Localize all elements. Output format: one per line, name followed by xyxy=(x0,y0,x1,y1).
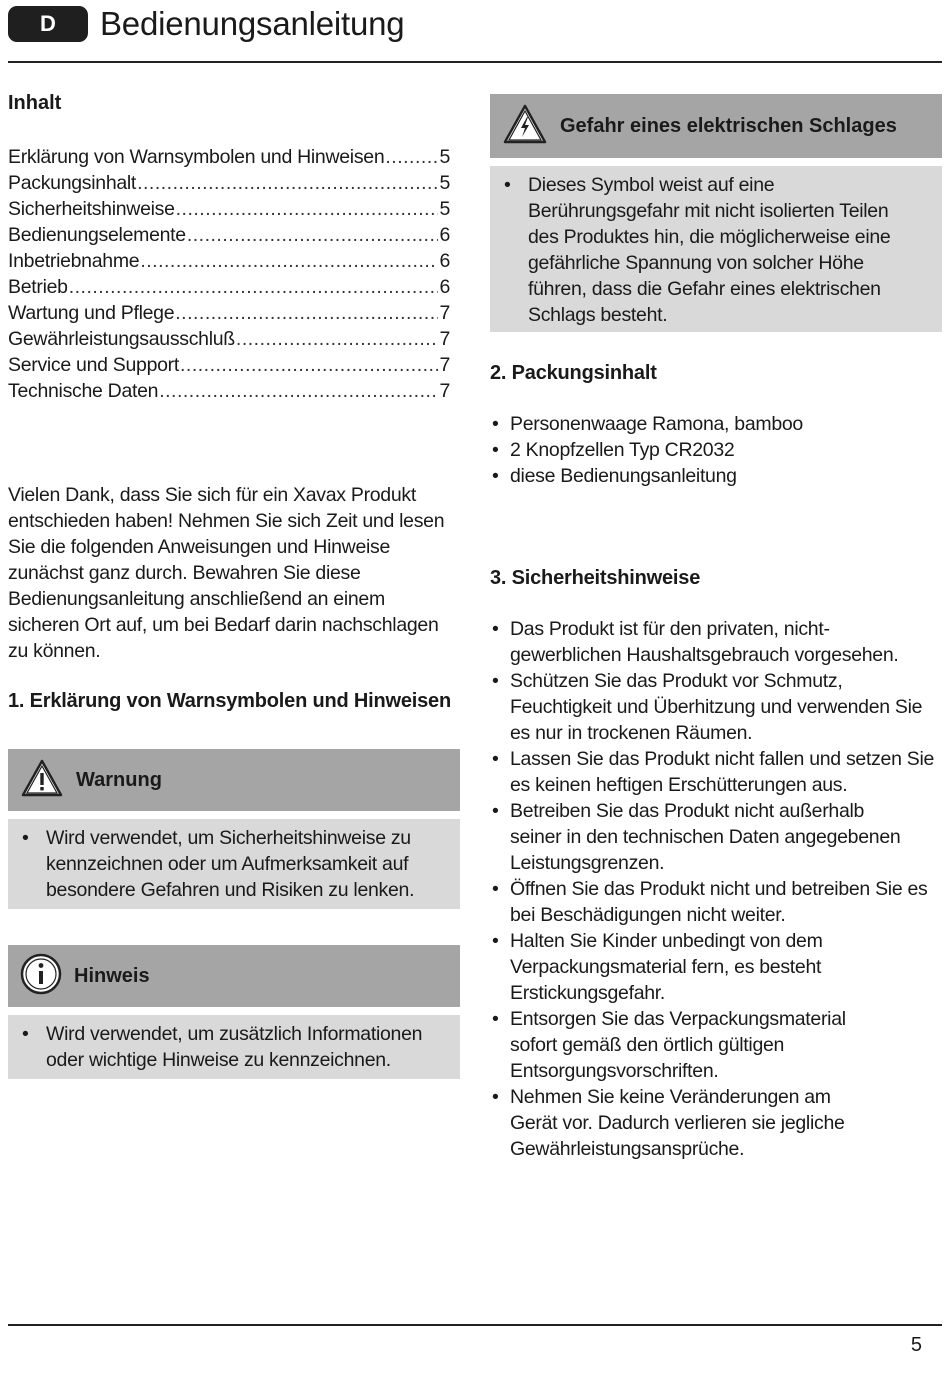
bullet-dot: • xyxy=(492,439,499,461)
toc-entry xyxy=(8,170,450,196)
note-box-body xyxy=(8,1015,460,1079)
list-item-line: es nur in trockenen Räumen. xyxy=(510,722,753,744)
toc-leader-dots xyxy=(69,274,439,300)
note-label: Hinweis xyxy=(74,964,150,987)
bullet-dot: • xyxy=(492,748,499,770)
bullet-dot: • xyxy=(492,1008,499,1030)
list-item-line: Entsorgen Sie das Verpackungsmaterial xyxy=(510,1008,846,1030)
toc-entry xyxy=(8,144,450,170)
intro-line: Sie die folgenden Anweisungen und Hinweise xyxy=(8,536,391,558)
toc-entry-title: Sicherheitshinweise xyxy=(8,198,175,220)
list-item-text xyxy=(510,1084,845,1162)
bullet-dot: • xyxy=(492,413,499,435)
toc-entry-page: 6 xyxy=(439,224,450,246)
list-item xyxy=(490,876,942,928)
list-item-text xyxy=(510,746,934,798)
toc-entry-page: 7 xyxy=(439,328,450,350)
toc-leader-dots xyxy=(187,222,439,248)
list-item-text xyxy=(510,928,823,1006)
left-column xyxy=(8,92,460,1079)
toc-entry xyxy=(8,248,450,274)
toc-entry-title: Service und Support xyxy=(8,354,179,376)
intro-line: zu können. xyxy=(8,640,101,662)
warning-triangle-icon xyxy=(20,758,64,803)
bullet-dot: • xyxy=(22,1023,29,1045)
intro-line: entschieden haben! Nehmen Sie sich Zeit und lesen xyxy=(8,510,445,532)
list-item-line: Erstickungsgefahr. xyxy=(510,982,666,1004)
bullet-dot: • xyxy=(492,878,499,900)
list-item-text xyxy=(510,463,737,489)
bullet-text xyxy=(46,1021,422,1073)
bullet-line: oder wichtige Hinweise zu kennzeichnen. xyxy=(46,1049,391,1071)
list-item-line: Öffnen Sie das Produkt nicht und betreiben Sie es xyxy=(510,878,928,900)
list-item-line: Entsorgungsvorschriften. xyxy=(510,1060,719,1082)
list-item xyxy=(490,463,942,489)
right-column xyxy=(490,94,942,1162)
bullet-line: besondere Gefahren und Risiken zu lenken. xyxy=(46,879,415,901)
bullet-dot: • xyxy=(492,800,499,822)
page-number: 5 xyxy=(910,1334,922,1356)
toc-entry-title: Wartung und Pflege xyxy=(8,302,175,324)
list-item-line: sofort gemäß den örtlich gültigen xyxy=(510,1034,785,1056)
toc-entry-page: 5 xyxy=(439,172,450,194)
toc-entry-title: Gewährleistungsausschluß xyxy=(8,328,235,350)
list-item-line: seiner in den technischen Daten angegebenen xyxy=(510,826,901,848)
toc-leader-dots xyxy=(180,352,438,378)
intro-line: zunächst ganz durch. Bewahren Sie diese xyxy=(8,562,361,584)
list-item xyxy=(490,746,942,798)
toc-entry xyxy=(8,300,450,326)
list-item-line: Nehmen Sie keine Veränderungen am xyxy=(510,1086,831,1108)
toc-leader-dots xyxy=(140,248,438,274)
toc-entry-page: 6 xyxy=(439,276,450,298)
toc-leader-dots xyxy=(137,170,438,196)
toc-leader-dots xyxy=(385,144,438,170)
list-item-text xyxy=(510,437,734,463)
list-item-line: Lassen Sie das Produkt nicht fallen und setzen Sie xyxy=(510,748,935,770)
list-item-text xyxy=(510,668,922,746)
list-item-line: Das Produkt ist für den privaten, nicht- xyxy=(510,618,830,640)
list-item-line: 2 Knopfzellen Typ CR2032 xyxy=(510,439,735,461)
list-item-line: Schützen Sie das Produkt vor Schmutz, xyxy=(510,670,843,692)
bullet-dot: • xyxy=(492,930,499,952)
page-header xyxy=(8,4,404,44)
warning-box-body xyxy=(8,819,460,909)
bullet-line: führen, dass die Gefahr eines elektrischen xyxy=(528,278,881,300)
toc-entry-title: Technische Daten xyxy=(8,380,159,402)
toc-entry-page: 7 xyxy=(439,380,450,402)
toc-leader-dots xyxy=(236,326,439,352)
bullet-line: Wird verwendet, um zusätzlich Informationen xyxy=(46,1023,423,1045)
toc-leader-dots xyxy=(159,378,438,404)
bullet-dot: • xyxy=(492,670,499,692)
toc-entry xyxy=(8,378,450,404)
list-item-line: gewerblichen Haushaltsgebrauch vorgesehen. xyxy=(510,644,899,666)
list-item xyxy=(490,928,942,1006)
list-item xyxy=(490,1084,942,1162)
table-of-contents xyxy=(8,144,450,404)
bullet-dot: • xyxy=(22,827,29,849)
toc-entry-title: Betrieb xyxy=(8,276,68,298)
bullet-dot: • xyxy=(492,1086,499,1108)
bullet-line: kennzeichnen oder um Aufmerksamkeit auf xyxy=(46,853,409,875)
bullet-text xyxy=(46,825,414,903)
toc-heading: Inhalt xyxy=(8,92,62,114)
toc-entry-page: 5 xyxy=(439,146,450,168)
list-item-line: Personenwaage Ramona, bamboo xyxy=(510,413,803,435)
bullet-item xyxy=(504,172,928,328)
bullet-line: Dieses Symbol weist auf eine xyxy=(528,174,775,196)
bullet-item xyxy=(22,1021,446,1073)
safety-list xyxy=(490,616,942,1162)
toc-entry-title: Erklärung von Warnsymbolen und Hinweisen xyxy=(8,146,385,168)
bullet-dot: • xyxy=(504,174,511,196)
electric-label: Gefahr eines elektrischen Schlages xyxy=(560,114,897,137)
toc-entry xyxy=(8,222,450,248)
list-item xyxy=(490,411,942,437)
electric-hazard-icon xyxy=(502,103,548,150)
list-item-line: Leistungsgrenzen. xyxy=(510,852,665,874)
section-2-heading: 2. Packungsinhalt xyxy=(490,362,657,384)
bullet-dot: • xyxy=(492,618,499,640)
list-item-line: Halten Sie Kinder unbedingt von dem xyxy=(510,930,823,952)
list-item-line: diese Bedienungsanleitung xyxy=(510,465,737,487)
bullet-text xyxy=(528,172,890,328)
toc-entry-title: Packungsinhalt xyxy=(8,172,137,194)
toc-entry xyxy=(8,352,450,378)
list-item-text xyxy=(510,798,900,876)
list-item-line: bei Beschädigungen nicht weiter. xyxy=(510,904,786,926)
list-item-line: es keinen heftigen Erschütterungen aus. xyxy=(510,774,848,796)
list-item-text xyxy=(510,616,899,668)
toc-entry-page: 5 xyxy=(439,198,450,220)
bullet-dot: • xyxy=(492,465,499,487)
list-item xyxy=(490,616,942,668)
list-item-line: Feuchtigkeit und Überhitzung und verwenden Sie xyxy=(510,696,923,718)
toc-entry-page: 7 xyxy=(439,354,450,376)
electric-box-body xyxy=(490,166,942,332)
footer-divider xyxy=(8,1324,942,1326)
list-item-line: Gerät vor. Dadurch verlieren sie jegliche xyxy=(510,1112,845,1134)
list-item-text xyxy=(510,411,803,437)
toc-entry-title: Inbetriebnahme xyxy=(8,250,140,272)
language-badge: D xyxy=(8,6,88,42)
bullet-line: Schlags besteht. xyxy=(528,304,668,326)
toc-entry xyxy=(8,196,450,222)
intro-line: sicheren Ort auf, um bei Bedarf darin nachschlagen xyxy=(8,614,439,636)
list-item-line: Gewährleistungsansprüche. xyxy=(510,1138,745,1160)
bullet-line: Wird verwendet, um Sicherheitshinweise zu xyxy=(46,827,411,849)
intro-line: Bedienungsanleitung anschließend an einem xyxy=(8,588,385,610)
header-divider xyxy=(8,61,942,63)
note-box-header xyxy=(8,945,460,1007)
section-1-heading: 1. Erklärung von Warnsymbolen und Hinweisen xyxy=(8,690,451,712)
list-item xyxy=(490,668,942,746)
list-item-text xyxy=(510,1006,846,1084)
bullet-line: gefährliche Spannung von solcher Höhe xyxy=(528,252,864,274)
list-item xyxy=(490,1006,942,1084)
list-item-line: Verpackungsmaterial fern, es besteht xyxy=(510,956,822,978)
document-title: Bedienungsanleitung xyxy=(100,5,405,42)
list-item xyxy=(490,798,942,876)
bullet-line: Berührungsgefahr mit nicht isolierten Teilen xyxy=(528,200,889,222)
electric-box-header xyxy=(490,94,942,158)
intro-paragraph xyxy=(8,482,460,664)
toc-entry xyxy=(8,326,450,352)
list-item-text xyxy=(510,876,927,928)
toc-entry-page: 6 xyxy=(439,250,450,272)
warning-box-header xyxy=(8,749,460,811)
bullet-line: des Produktes hin, die möglicherweise eine xyxy=(528,226,891,248)
section-3-heading: 3. Sicherheitshinweise xyxy=(490,567,701,589)
toc-entry xyxy=(8,274,450,300)
toc-leader-dots xyxy=(175,300,438,326)
list-item xyxy=(490,437,942,463)
list-item-line: Betreiben Sie das Produkt nicht außerhalb xyxy=(510,800,865,822)
intro-line: Vielen Dank, dass Sie sich für ein Xavax Produkt xyxy=(8,484,416,506)
bullet-item xyxy=(22,825,446,903)
toc-entry-title: Bedienungselemente xyxy=(8,224,186,246)
package-contents-list xyxy=(490,411,942,489)
toc-entry-page: 7 xyxy=(439,302,450,324)
info-icon xyxy=(20,953,62,1000)
toc-leader-dots xyxy=(176,196,439,222)
warning-label: Warnung xyxy=(76,768,162,791)
